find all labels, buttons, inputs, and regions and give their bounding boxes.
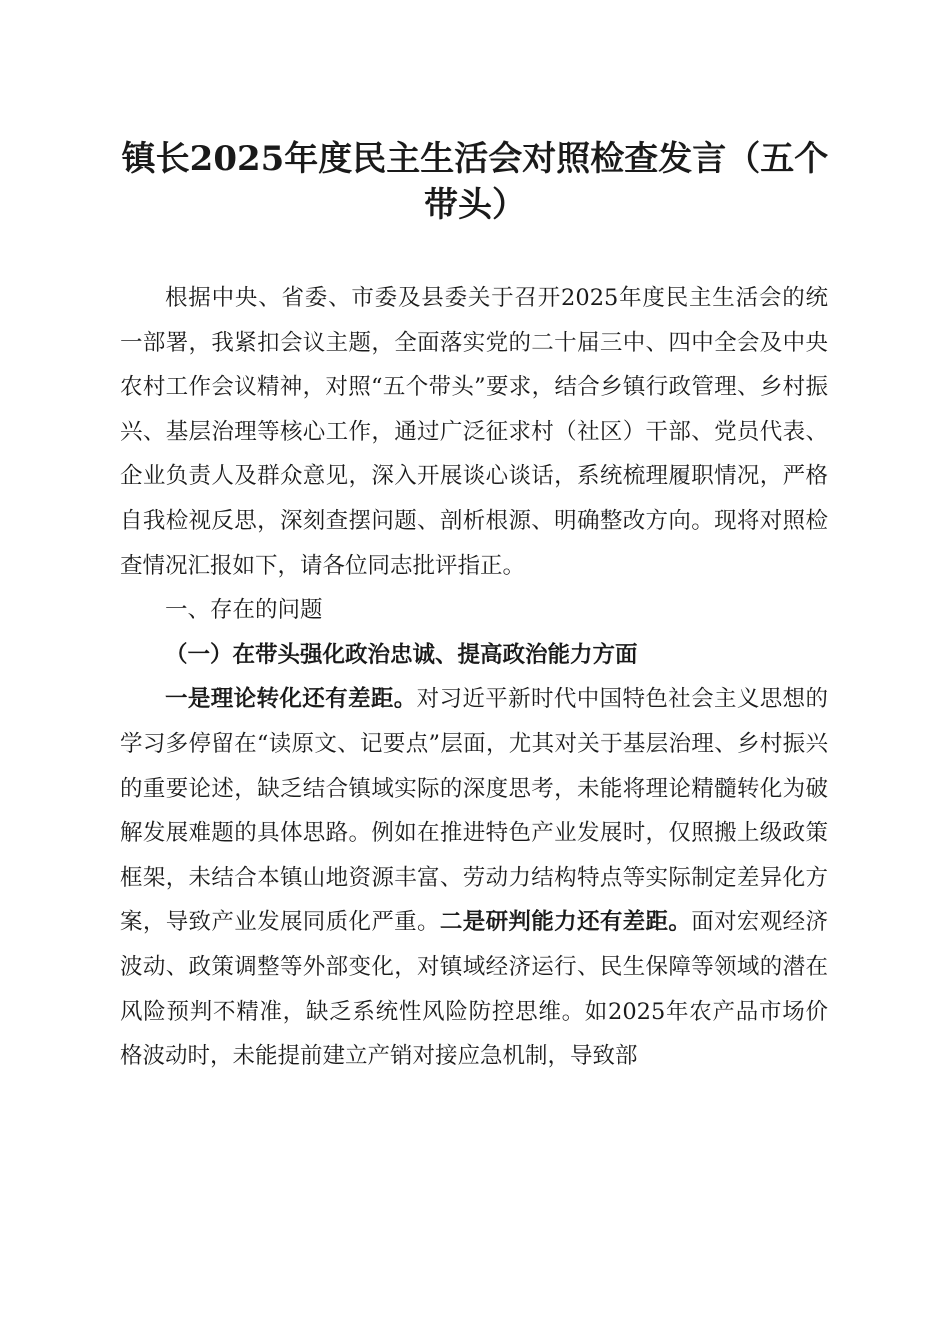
intro-paragraph: 根据中央、省委、市委及县委关于召开2025年度民主生活会的统一部署，我紧扣会议主题，全面落实党的二十届三中、四中全会及中央农村工作会议精神，对照“五个带头”要求，结合乡镇行政管理、乡村振兴、基层治理等核心工作，通过广泛征求村（社区）干部、党员代表、企业负责人及群众意见，深入开展谈心谈话，系统梳理履职情况，严格自我检视反思，深刻查摆问题、剖析根源、明确整改方向。现将对照检查情况汇报如下，请各位同志批评指正。: [120, 285, 828, 579]
subsection-heading-political: （一）在带头强化政治忠诚、提高政治能力方面: [165, 641, 638, 668]
document-body: [120, 276, 828, 1079]
section-heading-problems: 一、存在的问题: [165, 597, 323, 624]
point-body-judgment: 面对宏观经济波动、政策调整等外部变化，对镇域经济运行、民生保障等领域的潜在风险预判不精准，缺乏系统性风险防控思维。如2025年农产品市场价格波动时，未能提前建立产销对接应急机制，导致部: [120, 909, 828, 1070]
point-lead-theory: 一是理论转化还有差距。: [165, 686, 417, 713]
point-lead-judgment: 二是研判能力还有差距。: [439, 909, 692, 936]
problem-paragraph: [120, 677, 828, 1078]
document-title: 镇长2025年度民主生活会对照检查发言（五个带头）: [121, 139, 829, 225]
point-body-theory: 对习近平新时代中国特色社会主义思想的学习多停留在“读原文、记要点”层面，尤其对关于基层治理、乡村振兴的重要论述，缺乏结合镇域实际的深度思考，未能将理论精髓转化为破解发展难题的具体思路。例如在推进特色产业发展时，仅照搬上级政策框架，未结合本镇山地资源丰富、劳动力结构特点等实际制定差异化方案，导致产业发展同质化严重。: [120, 686, 828, 936]
